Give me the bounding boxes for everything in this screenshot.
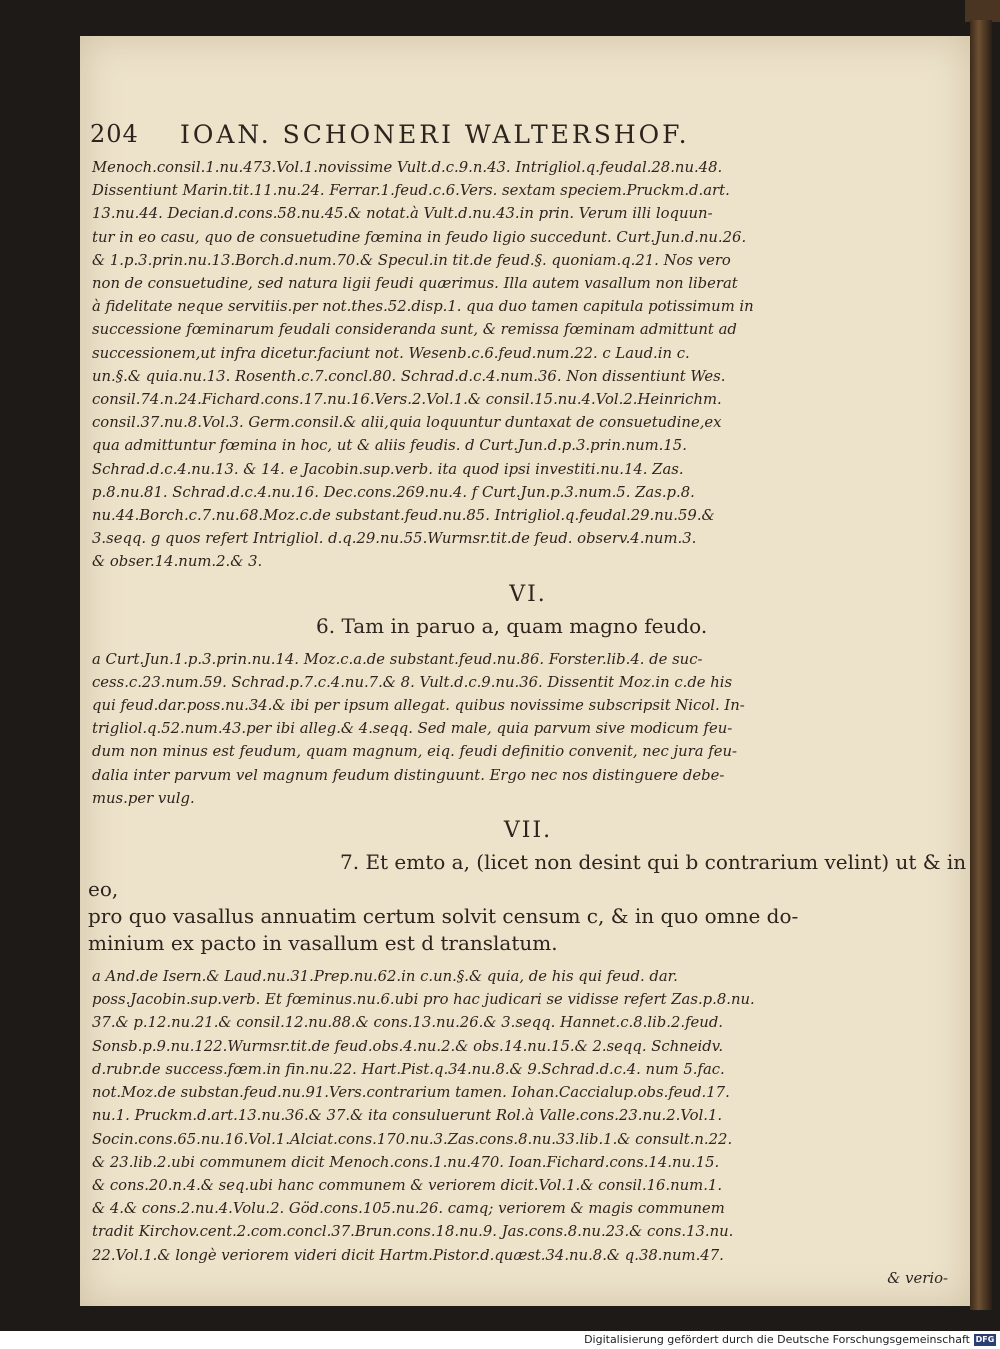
section-7-notes xyxy=(92,965,968,1290)
note-line: poss.Jacobin.sup.verb. Et fœminus.nu.6.ubi pro hac judicari se vidisse refert Zas.p.8.nu. xyxy=(92,991,755,1009)
note-line: 37.& p.12.nu.21.& consil.12.nu.88.& cons.13.nu.26.& 3.seqq. Hannet.c.8.lib.2.feud. xyxy=(92,1014,724,1032)
note-line: 22.Vol.1.& longè veriorem videri dicit Hartm.Pistor.d.quæst.34.nu.8.& q.38.num.47. xyxy=(92,1246,724,1264)
page-edge-top xyxy=(965,0,1000,22)
running-head xyxy=(88,116,968,156)
note-line: Socin.cons.65.nu.16.Vol.1.Alciat.cons.170.nu.3.Zas.cons.8.nu.33.lib.1.& consult.n.22. xyxy=(92,1130,733,1148)
note-line: 13.nu.44. Decian.d.cons.58.nu.45.& notat.à Vult.d.nu.43.in prin. Verum illi loquun- xyxy=(92,205,713,223)
note-line: Schrad.d.c.4.nu.13. & 14. e Jacobin.sup.verb. ita quod ipsi investiti.nu.14. Zas. xyxy=(92,460,684,478)
note-line: Menoch.consil.1.nu.473.Vol.1.novissime Vult.d.c.9.n.43. Intrigliol.q.feudal.28.nu.48. xyxy=(92,159,723,176)
footer-bar xyxy=(0,1331,1000,1349)
section-numeral: VII. xyxy=(503,818,553,844)
note-line: dum non minus est feudum, quam magnum, eiq. feudi definitio convenit, nec jura feu- xyxy=(92,743,738,761)
note-line: cess.c.23.num.59. Schrad.p.7.c.4.nu.7.& 8. Vult.d.c.9.nu.36. Dissentit Moz.in c.de his xyxy=(92,673,733,691)
note-line: a And.de Isern.& Laud.nu.31.Prep.nu.62.in c.un.§.& quia, de his qui feud. dar. xyxy=(92,968,678,986)
section-6-notes xyxy=(92,648,968,810)
note-line: & cons.20.n.4.& seq.ubi hanc communem & veriorem dicit.Vol.1.& consil.16.num.1. xyxy=(92,1176,723,1194)
section-7 xyxy=(88,818,968,1290)
note-line: tradit Kirchov.cent.2.com.concl.37.Brun.cons.18.nu.9. Jas.cons.8.nu.23.& cons.13.nu. xyxy=(92,1223,734,1241)
section-text-line: 7. Et emto a, (licet non desint qui b contrarium velint) ut & in eo, xyxy=(88,850,967,902)
note-line: qua admittuntur fœmina in hoc, ut & aliis feudis. d Curt.Jun.d.p.3.prin.num.15. xyxy=(92,437,687,455)
note-line: consil.37.nu.8.Vol.3. Germ.consil.& alii,quia loquuntur duntaxat de consuetudine,ex xyxy=(92,414,722,432)
note-line: un.§.& quia.nu.13. Rosenth.c.7.concl.80. Schrad.d.c.4.num.36. Non dissentiunt Wes. xyxy=(92,367,726,385)
page-number: 204 xyxy=(90,120,139,148)
note-line: 3.seqq. g quos refert Intrigliol. d.q.29.nu.55.Wurmsr.tit.de feud. observ.4.num.3. xyxy=(92,530,697,548)
dfg-logo: DFG xyxy=(975,1335,995,1344)
note-line: dalia inter parvum vel magnum feudum distinguunt. Ergo nec nos distinguere debe- xyxy=(92,766,725,784)
note-line: nu.44.Borch.c.7.nu.68.Moz.c.de substant.feud.nu.85. Intrigliol.q.feudal.29.nu.59.& xyxy=(92,507,715,525)
notes-top xyxy=(92,156,968,574)
note-line: nu.1. Pruckm.d.art.13.nu.36.& 37.& ita consuluerunt Rol.à Valle.cons.23.nu.2.Vol.1. xyxy=(92,1107,723,1125)
note-line: consil.74.n.24.Fichard.cons.17.nu.16.Vers.2.Vol.1.& consil.15.nu.4.Vol.2.Heinrichm. xyxy=(92,391,722,409)
note-line: p.8.nu.81. Schrad.d.c.4.nu.16. Dec.cons.269.nu.4. f Curt.Jun.p.3.num.5. Zas.p.8. xyxy=(92,483,695,501)
note-line: & verio- xyxy=(887,1269,948,1287)
page-edge xyxy=(970,20,992,1310)
note-line: & 1.p.3.prin.nu.13.Borch.d.num.70.& Specul.in tit.de feud.§. quoniam.q.21. Nos vero xyxy=(92,251,731,269)
footer-credit: Digitalisierung gefördert durch die Deutsche Forschungsgemeinschaft xyxy=(584,1333,970,1346)
section-text-line: pro quo vasallus annuatim certum solvit censum c, & in quo omne do- xyxy=(88,904,799,929)
note-line: qui feud.dar.poss.nu.34.& ibi per ipsum allegat. quibus novissime subscripsit Nicol. In- xyxy=(92,697,745,715)
note-line: trigliol.q.52.num.43.per ibi alleg.& 4.seqq. Sed male, quia parvum sive modicum feu- xyxy=(92,720,733,738)
note-line: & 23.lib.2.ubi communem dicit Menoch.cons.1.nu.470. Ioan.Fichard.cons.14.nu.15. xyxy=(92,1153,720,1171)
note-line: Sonsb.p.9.nu.122.Wurmsr.tit.de feud.obs.4.nu.2.& obs.14.nu.15.& 2.seqq. Schneidv. xyxy=(92,1037,724,1055)
section-6 xyxy=(88,582,968,810)
note-line: mus.per vulg. xyxy=(92,789,195,807)
section-text: 6. Tam in paruo a, quam magno feudo. xyxy=(316,613,708,638)
book-page xyxy=(80,36,970,1306)
note-line: non de consuetudine, sed natura ligii feudi quærimus. Illa autem vasallum non liberat xyxy=(92,275,738,293)
note-line: Dissentiunt Marin.tit.11.nu.24. Ferrar.1.feud.c.6.Vers. sextam speciem.Pruckm.d.art. xyxy=(92,182,730,200)
note-line: d.rubr.de success.fœm.in fin.nu.22. Hart.Pist.q.34.nu.8.& 9.Schrad.d.c.4. num 5.fac. xyxy=(92,1060,725,1078)
section-numeral: VI. xyxy=(509,581,547,607)
section-text-line: minium ex pacto in vasallum est d translatum. xyxy=(88,931,558,956)
note-line: tur in eo casu, quo de consuetudine fœmina in feudo ligio succedunt. Curt.Jun.d.nu.26. xyxy=(92,228,747,246)
note-line: successione fœminarum feudali consideranda sunt, & remissa fœminam admittunt ad xyxy=(92,321,737,339)
note-line: à fidelitate neque servitiis.per not.thes.52.disp.1. qua duo tamen capitula potissimum in xyxy=(92,298,754,316)
note-line: a Curt.Jun.1.p.3.prin.nu.14. Moz.c.a.de substant.feud.nu.86. Forster.lib.4. de suc- xyxy=(92,650,703,668)
header-title: IOAN. SCHONERI WALTERSHOF. xyxy=(180,120,690,149)
note-line: & obser.14.num.2.& 3. xyxy=(92,553,263,571)
note-line: & 4.& cons.2.nu.4.Volu.2. Göd.cons.105.nu.26. camq; veriorem & magis communem xyxy=(92,1200,725,1218)
note-line: successionem,ut infra dicetur.faciunt not. Wesenb.c.6.feud.num.22. c Laud.in c. xyxy=(92,344,690,362)
note-line: not.Moz.de substan.feud.nu.91.Vers.contrarium tamen. Iohan.Caccialup.obs.feud.17. xyxy=(92,1084,730,1102)
page-content xyxy=(88,116,968,1290)
